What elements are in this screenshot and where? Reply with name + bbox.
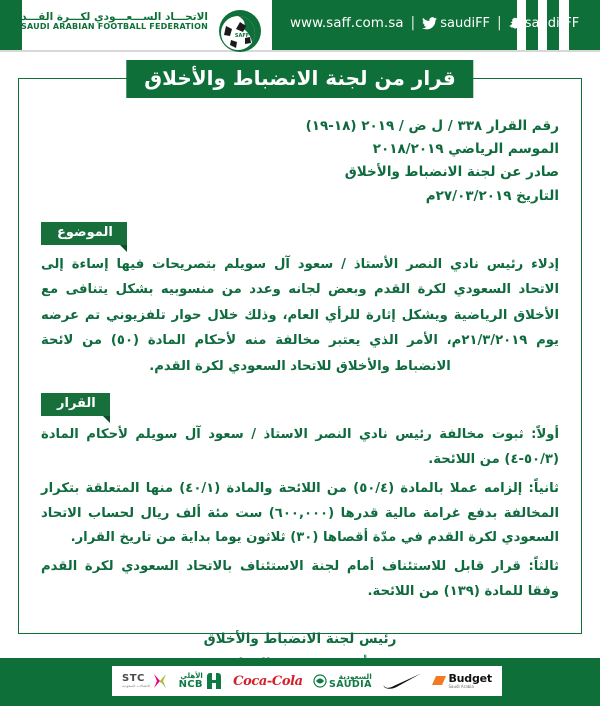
decision-clause-2: ثانياً: إلزامه عملا بالمادة (٥٠/٤) من اللائحة والمادة (٤٠/١) منها المتعلقة بتكرار المخالفة بدفع غرامة مالية قدرها (٦٠٠,٠٠٠) ست مئة ألف ريال لحساب الاتحاد السعودي لكرة القدم في مدّة أقصاها (٣٠) ثلاثون يوما بداية من تاريخ القرار. bbox=[41, 480, 560, 546]
ncb-logo-arabic: الأهلي bbox=[180, 671, 203, 680]
document-content bbox=[19, 79, 581, 689]
nike-swoosh-icon bbox=[382, 673, 422, 689]
budget-mark-icon bbox=[432, 675, 446, 687]
header-social-links bbox=[290, 15, 579, 31]
sponsor-saudia bbox=[313, 668, 372, 694]
sponsor-ncb bbox=[179, 668, 223, 694]
ncb-logo-english: NCB bbox=[178, 678, 203, 690]
budget-logo-text: Budget bbox=[448, 672, 492, 685]
header-divider bbox=[0, 50, 600, 52]
season: الموسم الرياضي ٢٠١٨/٢٠١٩ bbox=[372, 141, 559, 158]
snapchat-icon bbox=[509, 17, 522, 30]
sponsor-coca-cola bbox=[233, 668, 303, 694]
decision-clause-3: ثالثاً: قرار قابل للاستئناف أمام لجنة الاستئناف بالاتحاد السعودي لكرة القدم وفقا للمادة (١٣٩) من اللائحة. bbox=[41, 559, 559, 599]
stc-logo-text: STC bbox=[122, 672, 145, 684]
snapchat-handle-label: saudi-FF bbox=[524, 15, 580, 31]
decision-document bbox=[18, 78, 582, 647]
saudia-logo-arabic: السعودية bbox=[338, 671, 372, 681]
issued-by: صادر عن لجنة الانضباط والأخلاق bbox=[344, 164, 559, 181]
document-title-banner: قرار من لجنة الانضباط والأخلاق bbox=[126, 60, 473, 98]
twitter-icon bbox=[422, 17, 437, 30]
saff-crest-logo bbox=[212, 2, 268, 58]
subject-body: إدلاء رئيس نادي النصر الأستاذ / سعود آل سويلم بتصريحات فيها إساءة إلى الاتحاد السعودي لكرة القدم وبعض لجانه وعدد من منسوبيه بشكل يتنافى مع الأخلاق الرياضية ويشكل إثارة للرأي العام، وذلك خلال حوار تلفزيوني تم عرضه يوم ٢١/٣/٢٠١٩م، الأمر الذي يعتبر مخالفة منه لأحكام المادة (٥٠) من لائحة الانضباط والأخلاق للاتحاد السعودي لكرة القدم. bbox=[41, 257, 560, 374]
page-footer bbox=[0, 658, 600, 706]
federation-wordmark bbox=[14, 12, 208, 32]
link-separator-1: | bbox=[410, 15, 416, 31]
document-metadata bbox=[41, 115, 559, 208]
ncb-mark-icon bbox=[205, 671, 223, 691]
decision-number: رقم القرار ٣٣٨ / ل ض / ٢٠١٩ (١٨-١٩) bbox=[305, 118, 559, 134]
subject-section-tag: الموضوع bbox=[41, 222, 127, 245]
decision-clause-1: أولاً: ثبوت مخالفة رئيس نادي النصر الاستاذ / سعود آل سويلم لأحكام المادة (٥٠/٣-٤) من اللائحة. bbox=[41, 427, 559, 467]
sponsor-stc bbox=[122, 668, 168, 694]
signatory-role: رئيس لجنة الانضباط والأخلاق bbox=[203, 630, 397, 647]
sponsor-logo-bar bbox=[112, 666, 502, 696]
federation-name-arabic: الاتحـــاد الســـعـــودي لكـــرة القـــدم bbox=[13, 11, 208, 23]
link-separator-2: | bbox=[497, 15, 502, 31]
page-header bbox=[0, 0, 600, 58]
saudia-logo-english: SAUDIA bbox=[329, 679, 372, 690]
sponsor-budget bbox=[432, 668, 491, 694]
twitter-link[interactable] bbox=[422, 16, 490, 31]
budget-logo-subtext: Saudi Arabia bbox=[448, 684, 474, 689]
saudia-mark-icon bbox=[313, 673, 327, 689]
sponsor-nike bbox=[382, 668, 422, 694]
decision-section-tag: القرار bbox=[41, 393, 110, 416]
decision-date: التاريخ ٢٧/٠٣/٢٠١٩م bbox=[425, 187, 559, 204]
svg-text:SAFF: SAFF bbox=[234, 33, 250, 39]
stc-logo-subtext: الاتصالات السعودية bbox=[122, 683, 151, 688]
stc-butterfly-icon bbox=[152, 672, 168, 690]
subject-tag-row bbox=[41, 222, 559, 245]
federation-name-english: SAUDI ARABIAN FOOTBALL FEDERATION bbox=[21, 22, 208, 32]
snapchat-link[interactable] bbox=[509, 16, 580, 31]
coca-cola-logo-text: Coca-Cola bbox=[233, 673, 303, 689]
website-link[interactable]: www.saff.com.sa bbox=[290, 15, 404, 31]
decision-tag-row bbox=[41, 393, 559, 416]
twitter-handle-label: saudiFF bbox=[440, 15, 491, 31]
